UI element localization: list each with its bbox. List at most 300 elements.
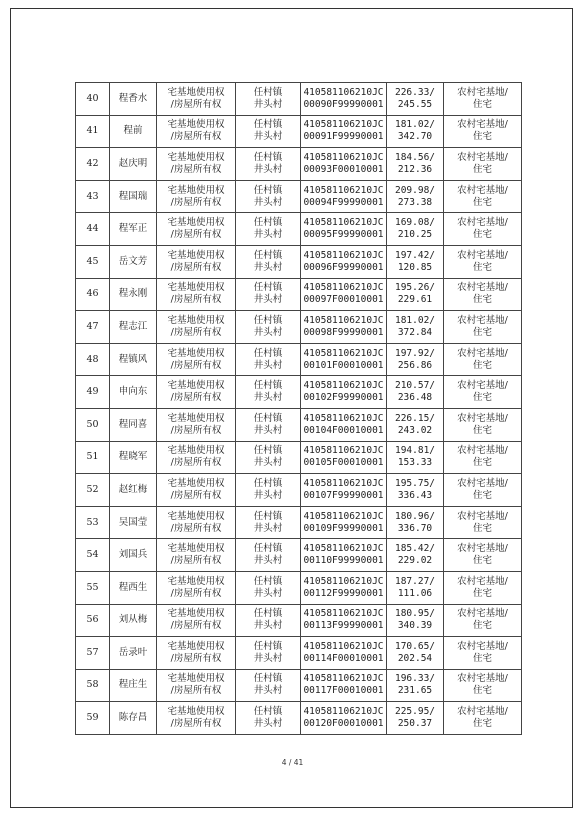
row-index-text: 50 [86, 418, 99, 430]
right-type-cell [157, 83, 236, 116]
right-type-cell [157, 506, 236, 539]
table-row [76, 278, 522, 311]
area-text: 256.86 [397, 359, 433, 371]
area-cell [387, 343, 444, 376]
land-use-text: 住宅 [472, 229, 492, 241]
row-index-cell [76, 474, 110, 507]
area-text: 226.33/ [394, 86, 436, 98]
right-type-text: 宅基地使用权 [167, 543, 225, 555]
area-cell [387, 506, 444, 539]
parcel-code-text: 410581106210JC [303, 249, 384, 261]
right-type-cell [157, 148, 236, 181]
right-type-text: 宅基地使用权 [167, 445, 225, 457]
parcel-code-text: 410581106210JC [303, 347, 384, 359]
owner-name-text: 程香水 [118, 92, 148, 104]
parcel-code-cell [301, 115, 387, 148]
row-index-cell [76, 669, 110, 702]
area-cell [387, 278, 444, 311]
row-index-text: 55 [86, 581, 99, 593]
land-use-text: 住宅 [472, 489, 492, 501]
right-type-text: 宅基地使用权 [167, 249, 225, 261]
land-use-cell [444, 702, 522, 735]
parcel-code-text: 410581106210JC [303, 119, 384, 131]
row-index-cell [76, 180, 110, 213]
location-text: 任村镇 [253, 412, 283, 424]
owner-name-text: 岳文芳 [118, 255, 148, 267]
land-use-cell [444, 278, 522, 311]
parcel-code-text: 00117F00010001 [303, 685, 384, 697]
parcel-code-cell [301, 637, 387, 670]
right-type-text: 宅基地使用权 [167, 640, 225, 652]
area-text: 336.43 [397, 489, 433, 501]
parcel-code-text: 00094F99990001 [303, 196, 384, 208]
parcel-code-text: 410581106210JC [303, 445, 384, 457]
area-cell [387, 115, 444, 148]
location-cell [236, 343, 301, 376]
row-index-cell [76, 213, 110, 246]
row-index-cell [76, 245, 110, 278]
owner-name-cell [110, 604, 157, 637]
parcel-code-text: 410581106210JC [303, 412, 384, 424]
row-index-text: 44 [86, 223, 99, 235]
parcel-code-cell [301, 83, 387, 116]
row-index-text: 58 [86, 679, 99, 691]
area-text: 210.57/ [394, 380, 436, 392]
owner-name-cell [110, 278, 157, 311]
parcel-code-text: 410581106210JC [303, 575, 384, 587]
land-use-text: 农村宅基地/ [457, 608, 508, 620]
location-text: 井头村 [253, 163, 283, 175]
parcel-code-text: 00114F00010001 [303, 652, 384, 664]
parcel-code-text: 00102F99990001 [303, 392, 384, 404]
right-type-text: 宅基地使用权 [167, 151, 225, 163]
right-type-cell [157, 571, 236, 604]
location-text: 井头村 [253, 522, 283, 534]
row-index-text: 48 [86, 353, 99, 365]
land-use-text: 农村宅基地/ [457, 249, 508, 261]
location-text: 任村镇 [253, 445, 283, 457]
land-use-cell [444, 376, 522, 409]
area-cell [387, 571, 444, 604]
land-use-cell [444, 343, 522, 376]
right-type-cell [157, 539, 236, 572]
parcel-code-cell [301, 213, 387, 246]
area-text: 229.61 [397, 294, 433, 306]
parcel-code-text: 410581106210JC [303, 184, 384, 196]
land-use-text: 农村宅基地/ [457, 543, 508, 555]
right-type-cell [157, 604, 236, 637]
location-text: 井头村 [253, 424, 283, 436]
area-text: 181.02/ [394, 314, 436, 326]
location-text: 井头村 [253, 196, 283, 208]
area-text: 231.65 [397, 685, 433, 697]
location-text: 井头村 [253, 294, 283, 306]
row-index-cell [76, 408, 110, 441]
location-cell [236, 408, 301, 441]
row-index-text: 53 [86, 516, 99, 528]
area-cell [387, 441, 444, 474]
area-cell [387, 245, 444, 278]
right-type-text: 宅基地使用权 [167, 380, 225, 392]
parcel-code-text: 410581106210JC [303, 314, 384, 326]
right-type-cell [157, 213, 236, 246]
parcel-code-text: 00096F99990001 [303, 261, 384, 273]
area-text: 226.15/ [394, 412, 436, 424]
area-text: 250.37 [397, 718, 433, 730]
parcel-code-cell [301, 702, 387, 735]
parcel-code-cell [301, 376, 387, 409]
right-type-cell [157, 245, 236, 278]
parcel-code-cell [301, 408, 387, 441]
parcel-code-text: 00095F99990001 [303, 229, 384, 241]
right-type-text: /房屋所有权 [170, 261, 222, 273]
land-use-cell [444, 180, 522, 213]
table-row [76, 245, 522, 278]
area-text: 202.54 [397, 652, 433, 664]
location-cell [236, 115, 301, 148]
parcel-code-text: 00098F99990001 [303, 326, 384, 338]
table-row [76, 180, 522, 213]
area-text: 342.70 [397, 131, 433, 143]
land-use-cell [444, 506, 522, 539]
area-text: 209.98/ [394, 184, 436, 196]
right-type-text: 宅基地使用权 [167, 314, 225, 326]
land-use-text: 住宅 [472, 652, 492, 664]
parcel-code-cell [301, 604, 387, 637]
parcel-code-text: 00101F00010001 [303, 359, 384, 371]
location-text: 井头村 [253, 555, 283, 567]
parcel-code-text: 00093F00010001 [303, 163, 384, 175]
row-index-cell [76, 441, 110, 474]
land-use-text: 农村宅基地/ [457, 184, 508, 196]
owner-name-text: 赵红梅 [118, 483, 148, 495]
parcel-code-text: 00120F00010001 [303, 718, 384, 730]
location-text: 任村镇 [253, 249, 283, 261]
parcel-code-text: 410581106210JC [303, 543, 384, 555]
owner-name-text: 程镇风 [118, 353, 148, 365]
location-text: 井头村 [253, 587, 283, 599]
area-cell [387, 637, 444, 670]
land-use-cell [444, 408, 522, 441]
right-type-text: /房屋所有权 [170, 424, 222, 436]
area-text: 185.42/ [394, 543, 436, 555]
row-index-text: 54 [86, 549, 99, 561]
land-use-cell [444, 474, 522, 507]
location-text: 井头村 [253, 457, 283, 469]
location-text: 井头村 [253, 685, 283, 697]
location-cell [236, 83, 301, 116]
location-text: 任村镇 [253, 282, 283, 294]
owner-name-cell [110, 311, 157, 344]
row-index-text: 56 [86, 614, 99, 626]
land-use-text: 住宅 [472, 457, 492, 469]
land-use-text: 住宅 [472, 392, 492, 404]
owner-name-cell [110, 669, 157, 702]
area-text: 210.25 [397, 229, 433, 241]
location-text: 任村镇 [253, 217, 283, 229]
area-text: 197.42/ [394, 249, 436, 261]
location-cell [236, 506, 301, 539]
parcel-code-cell [301, 148, 387, 181]
land-use-text: 住宅 [472, 294, 492, 306]
land-use-cell [444, 441, 522, 474]
land-use-text: 农村宅基地/ [457, 706, 508, 718]
land-use-cell [444, 604, 522, 637]
row-index-text: 42 [86, 157, 99, 169]
area-text: 169.08/ [394, 217, 436, 229]
row-index-cell [76, 278, 110, 311]
table-row [76, 539, 522, 572]
right-type-cell [157, 474, 236, 507]
owner-name-text: 程永刚 [118, 288, 148, 300]
location-text: 井头村 [253, 620, 283, 632]
land-use-text: 农村宅基地/ [457, 347, 508, 359]
property-record-table [75, 82, 522, 735]
area-text: 181.02/ [394, 119, 436, 131]
land-use-text: 农村宅基地/ [457, 575, 508, 587]
area-text: 184.56/ [394, 151, 436, 163]
area-text: 180.96/ [394, 510, 436, 522]
location-text: 任村镇 [253, 706, 283, 718]
owner-name-cell [110, 245, 157, 278]
right-type-cell [157, 343, 236, 376]
right-type-cell [157, 376, 236, 409]
area-cell [387, 669, 444, 702]
row-index-cell [76, 571, 110, 604]
right-type-text: 宅基地使用权 [167, 673, 225, 685]
location-text: 任村镇 [253, 86, 283, 98]
owner-name-text: 程西生 [118, 581, 148, 593]
land-use-text: 农村宅基地/ [457, 510, 508, 522]
parcel-code-text: 00110F99990001 [303, 555, 384, 567]
parcel-code-cell [301, 506, 387, 539]
owner-name-cell [110, 571, 157, 604]
owner-name-cell [110, 441, 157, 474]
table-row [76, 637, 522, 670]
parcel-code-text: 410581106210JC [303, 608, 384, 620]
area-cell [387, 213, 444, 246]
land-use-cell [444, 669, 522, 702]
parcel-code-text: 00104F00010001 [303, 424, 384, 436]
parcel-code-text: 410581106210JC [303, 151, 384, 163]
location-text: 井头村 [253, 652, 283, 664]
location-cell [236, 539, 301, 572]
owner-name-cell [110, 148, 157, 181]
right-type-text: 宅基地使用权 [167, 608, 225, 620]
area-cell [387, 702, 444, 735]
location-cell [236, 637, 301, 670]
row-index-cell [76, 83, 110, 116]
row-index-text: 40 [86, 92, 99, 104]
land-use-text: 住宅 [472, 424, 492, 436]
land-use-text: 住宅 [472, 587, 492, 599]
parcel-code-text: 00091F99990001 [303, 131, 384, 143]
right-type-text: 宅基地使用权 [167, 86, 225, 98]
area-cell [387, 180, 444, 213]
parcel-code-text: 00105F00010001 [303, 457, 384, 469]
owner-name-cell [110, 83, 157, 116]
area-text: 372.84 [397, 326, 433, 338]
right-type-text: 宅基地使用权 [167, 217, 225, 229]
table-row [76, 441, 522, 474]
row-index-cell [76, 702, 110, 735]
parcel-code-text: 00097F00010001 [303, 294, 384, 306]
land-use-text: 住宅 [472, 163, 492, 175]
land-use-text: 住宅 [472, 718, 492, 730]
right-type-text: /房屋所有权 [170, 98, 222, 110]
parcel-code-text: 410581106210JC [303, 706, 384, 718]
owner-name-cell [110, 506, 157, 539]
row-index-cell [76, 539, 110, 572]
parcel-code-text: 00109F99990001 [303, 522, 384, 534]
location-text: 井头村 [253, 359, 283, 371]
location-text: 任村镇 [253, 510, 283, 522]
table-row [76, 604, 522, 637]
area-text: 111.06 [397, 587, 433, 599]
owner-name-cell [110, 474, 157, 507]
location-text: 井头村 [253, 489, 283, 501]
owner-name-cell [110, 115, 157, 148]
parcel-code-cell [301, 245, 387, 278]
right-type-text: 宅基地使用权 [167, 184, 225, 196]
right-type-text: /房屋所有权 [170, 620, 222, 632]
land-use-text: 住宅 [472, 196, 492, 208]
table-row [76, 148, 522, 181]
row-index-cell [76, 115, 110, 148]
parcel-code-text: 410581106210JC [303, 380, 384, 392]
location-cell [236, 474, 301, 507]
right-type-text: /房屋所有权 [170, 392, 222, 404]
parcel-code-text: 00090F99990001 [303, 98, 384, 110]
table-row [76, 506, 522, 539]
right-type-cell [157, 669, 236, 702]
location-cell [236, 245, 301, 278]
right-type-cell [157, 408, 236, 441]
land-use-text: 住宅 [472, 620, 492, 632]
location-cell [236, 376, 301, 409]
area-cell [387, 148, 444, 181]
owner-name-text: 程同喜 [118, 418, 148, 430]
row-index-cell [76, 343, 110, 376]
parcel-code-cell [301, 441, 387, 474]
location-text: 井头村 [253, 326, 283, 338]
right-type-text: 宅基地使用权 [167, 412, 225, 424]
location-text: 井头村 [253, 261, 283, 273]
right-type-cell [157, 115, 236, 148]
location-text: 任村镇 [253, 543, 283, 555]
right-type-text: 宅基地使用权 [167, 510, 225, 522]
location-cell [236, 702, 301, 735]
location-text: 井头村 [253, 392, 283, 404]
area-text: 153.33 [397, 457, 433, 469]
owner-name-text: 程晓军 [118, 451, 148, 463]
right-type-text: 宅基地使用权 [167, 575, 225, 587]
location-text: 井头村 [253, 718, 283, 730]
parcel-code-text: 410581106210JC [303, 282, 384, 294]
land-use-text: 住宅 [472, 261, 492, 273]
row-index-text: 57 [86, 646, 99, 658]
owner-name-text: 陈存昌 [118, 712, 148, 724]
area-text: 273.38 [397, 196, 433, 208]
row-index-text: 49 [86, 386, 99, 398]
owner-name-text: 刘从梅 [118, 614, 148, 626]
owner-name-text: 程庄生 [118, 679, 148, 691]
area-text: 196.33/ [394, 673, 436, 685]
area-cell [387, 376, 444, 409]
land-use-text: 住宅 [472, 131, 492, 143]
row-index-cell [76, 604, 110, 637]
right-type-cell [157, 278, 236, 311]
area-text: 194.81/ [394, 445, 436, 457]
owner-name-cell [110, 343, 157, 376]
right-type-cell [157, 702, 236, 735]
parcel-code-text: 410581106210JC [303, 510, 384, 522]
land-use-cell [444, 115, 522, 148]
area-text: 170.65/ [394, 640, 436, 652]
table-row [76, 311, 522, 344]
parcel-code-text: 00113F99990001 [303, 620, 384, 632]
location-text: 任村镇 [253, 575, 283, 587]
table-row [76, 83, 522, 116]
area-text: 229.02 [397, 555, 433, 567]
parcel-code-text: 410581106210JC [303, 640, 384, 652]
land-use-cell [444, 83, 522, 116]
land-use-text: 住宅 [472, 98, 492, 110]
owner-name-cell [110, 637, 157, 670]
location-text: 井头村 [253, 229, 283, 241]
parcel-code-cell [301, 669, 387, 702]
right-type-text: /房屋所有权 [170, 522, 222, 534]
right-type-text: /房屋所有权 [170, 294, 222, 306]
area-text: 236.48 [397, 392, 433, 404]
parcel-code-text: 410581106210JC [303, 477, 384, 489]
table-row [76, 474, 522, 507]
right-type-text: /房屋所有权 [170, 131, 222, 143]
owner-name-text: 吴国莹 [118, 516, 148, 528]
owner-name-cell [110, 376, 157, 409]
location-text: 任村镇 [253, 477, 283, 489]
area-text: 225.95/ [394, 706, 436, 718]
owner-name-cell [110, 180, 157, 213]
row-index-cell [76, 637, 110, 670]
area-cell [387, 83, 444, 116]
land-use-text: 农村宅基地/ [457, 640, 508, 652]
right-type-text: 宅基地使用权 [167, 282, 225, 294]
row-index-text: 45 [86, 255, 99, 267]
table-row [76, 376, 522, 409]
area-text: 197.92/ [394, 347, 436, 359]
land-use-cell [444, 245, 522, 278]
location-text: 任村镇 [253, 380, 283, 392]
right-type-cell [157, 180, 236, 213]
right-type-cell [157, 637, 236, 670]
location-text: 任村镇 [253, 640, 283, 652]
row-index-text: 51 [86, 451, 99, 463]
land-use-text: 农村宅基地/ [457, 412, 508, 424]
page-number: 4 / 41 [281, 758, 304, 767]
owner-name-text: 赵庆明 [118, 157, 148, 169]
land-use-text: 住宅 [472, 685, 492, 697]
owner-name-cell [110, 213, 157, 246]
right-type-text: 宅基地使用权 [167, 706, 225, 718]
location-cell [236, 278, 301, 311]
owner-name-text: 程前 [123, 125, 143, 137]
location-cell [236, 604, 301, 637]
table-row [76, 702, 522, 735]
land-use-cell [444, 637, 522, 670]
area-text: 187.27/ [394, 575, 436, 587]
owner-name-cell [110, 539, 157, 572]
